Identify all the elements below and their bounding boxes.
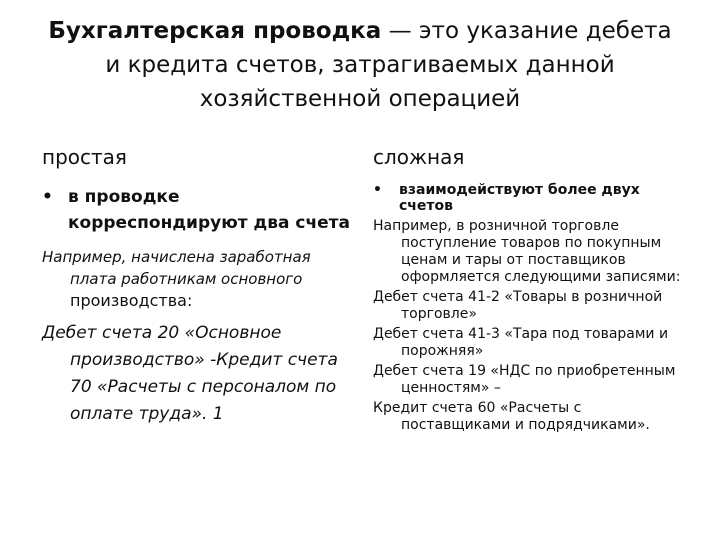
- left-example-tail: производства:: [70, 291, 193, 310]
- right-entry-credit-60: Кредит счета 60 «Расчеты с поставщиками и подрядчиками».: [373, 400, 650, 433]
- right-heading: сложная: [373, 145, 465, 169]
- left-bullet-item: [42, 184, 360, 236]
- right-entry-debit-41-2: Дебет счета 41-2 «Товары в розничной торговле»: [373, 289, 663, 322]
- title-definition: — это указание дебета и кредита счетов, затрагиваемых данной хозяйственной операцией: [105, 18, 672, 112]
- right-example: Например, в розничной торговле поступление товаров по покупным ценам и тары от поставщиков оформляется следующими записями:: [373, 218, 681, 285]
- right-bullet-item: [373, 182, 683, 214]
- title-term: Бухгалтерская проводка: [48, 18, 382, 44]
- right-bullet-text: взаимодействуют более двух счетов: [399, 182, 640, 214]
- left-example-italic: Например, начислена заработная плата работникам основного: [42, 248, 311, 288]
- right-entry-debit-41-3: Дебет счета 41-3 «Тара под товарами и порожняя»: [373, 326, 669, 359]
- right-column-complex: [373, 144, 683, 434]
- left-debit-entry: Дебет счета 20 «Основное производство» -Кредит счета 70 «Расчеты с персоналом по оплате труда». 1: [42, 323, 338, 424]
- slide-title: [40, 14, 680, 116]
- bullet-icon: •: [42, 187, 53, 207]
- bullet-icon: •: [373, 182, 382, 198]
- left-bullet-text: в проводке корреспондируют два счета: [68, 187, 351, 233]
- right-entry-debit-19: Дебет счета 19 «НДС по приобретенным ценностям» –: [373, 363, 676, 396]
- left-column-simple: [42, 144, 360, 428]
- left-example: [42, 246, 360, 312]
- left-heading: простая: [42, 145, 127, 169]
